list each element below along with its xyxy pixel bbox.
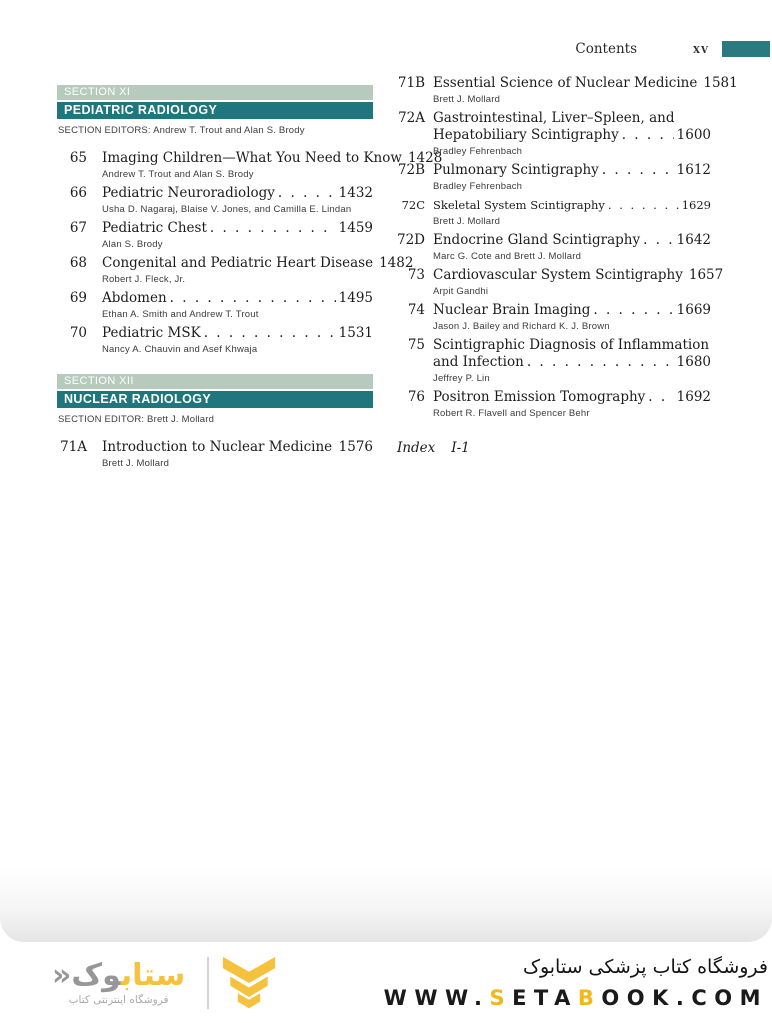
toc-entry-line bbox=[395, 127, 711, 144]
chapter-authors: Jeffrey P. Lin bbox=[433, 373, 490, 384]
toc-entry bbox=[57, 220, 373, 251]
toc-entry bbox=[57, 290, 373, 321]
toc-entry-line bbox=[395, 232, 711, 249]
dot-leader bbox=[602, 162, 674, 179]
toc-entry-line bbox=[57, 150, 443, 167]
chapter-title: Positron Emission Tomography bbox=[433, 389, 646, 405]
chapter-title: Scintigraphic Diagnosis of Inflammation bbox=[433, 337, 710, 353]
index-page: I-1 bbox=[451, 440, 470, 456]
toc-entry bbox=[395, 75, 738, 106]
chapter-page: 1657 bbox=[688, 267, 724, 283]
dot-leader bbox=[593, 302, 673, 319]
setabook-tagline: فروشگاه اینترنتی کتاب bbox=[68, 993, 169, 1006]
store-name-farsi: فروشگاه کتاب پزشکی ستابوک bbox=[522, 956, 768, 978]
chapter-authors: Bradley Fehrenbach bbox=[433, 146, 523, 157]
chapter-number: 72C bbox=[401, 198, 425, 212]
section-title-bar: NUCLEAR RADIOLOGY bbox=[57, 391, 373, 408]
chapter-authors: Andrew T. Trout and Alan S. Brody bbox=[102, 169, 254, 180]
toc-entry-line bbox=[57, 325, 373, 342]
chapter-number: 69 bbox=[69, 290, 87, 306]
toc-entry-line bbox=[395, 337, 711, 354]
chapter-title: Hepatobiliary Scintigraphy bbox=[433, 127, 619, 143]
chapter-number: 73 bbox=[407, 267, 425, 283]
section-label-bar: SECTION XI bbox=[57, 85, 373, 100]
chapter-title: Pediatric MSK bbox=[102, 325, 201, 341]
url-segment: OOK.COM bbox=[601, 986, 768, 1010]
dot-leader bbox=[643, 232, 674, 249]
chapter-title: Abdomen bbox=[102, 290, 167, 306]
chapter-title: Cardiovascular System Scintigraphy bbox=[433, 267, 683, 283]
dot-leader bbox=[210, 220, 336, 237]
chapter-authors: Bradley Fehrenbach bbox=[433, 181, 523, 192]
toc-entry bbox=[57, 325, 373, 356]
toc-entry-line bbox=[57, 220, 373, 237]
chapter-title: and Infection bbox=[433, 354, 524, 370]
chapter-page: 1432 bbox=[338, 185, 373, 201]
dot-leader bbox=[527, 354, 674, 371]
url-segment: B bbox=[577, 986, 602, 1010]
chapter-page: 1600 bbox=[676, 127, 711, 143]
wordmark-segment: « bbox=[52, 957, 72, 993]
chapter-title: Imaging Children—What You Need to Know bbox=[102, 150, 402, 166]
chapter-number: 76 bbox=[407, 389, 425, 405]
chapter-page: 1629 bbox=[681, 198, 711, 212]
index-entry bbox=[397, 440, 711, 456]
toc-entry bbox=[395, 197, 711, 228]
running-head bbox=[0, 41, 770, 57]
chapter-number: 68 bbox=[69, 255, 87, 271]
chapter-page: 1482 bbox=[379, 255, 414, 271]
chapter-page: 1642 bbox=[676, 232, 711, 248]
toc-entry-line bbox=[395, 162, 711, 179]
chapter-page: 1612 bbox=[676, 162, 711, 178]
chapter-authors: Brett J. Mollard bbox=[433, 94, 501, 105]
setabook-logo bbox=[52, 952, 277, 1014]
dot-leader bbox=[170, 290, 336, 307]
bookstore-footer bbox=[0, 942, 772, 1023]
chapter-number: 71A bbox=[60, 439, 87, 455]
chapter-authors: Nancy A. Chauvin and Asef Khwaja bbox=[102, 344, 258, 355]
toc-entry bbox=[57, 439, 373, 470]
chapter-authors: Robert J. Fleck, Jr. bbox=[102, 274, 186, 285]
chapter-page: 1581 bbox=[703, 75, 738, 91]
toc-entry-line bbox=[395, 267, 724, 284]
toc-entry-line bbox=[57, 255, 414, 272]
chapter-authors: Robert R. Flavell and Spencer Behr bbox=[433, 408, 590, 419]
chapter-page: 1680 bbox=[676, 354, 711, 370]
toc-entry bbox=[395, 162, 711, 193]
chapter-title: Pulmonary Scintigraphy bbox=[433, 162, 599, 178]
toc-entry bbox=[395, 389, 711, 420]
chapter-page: 1459 bbox=[338, 220, 373, 236]
chapter-page: 1692 bbox=[676, 389, 711, 405]
url-segment: S bbox=[489, 986, 513, 1010]
chapter-number bbox=[395, 127, 425, 144]
toc-entry-line bbox=[57, 290, 373, 307]
chapter-number: 70 bbox=[69, 325, 87, 341]
chapter-title: Pediatric Neuroradiology bbox=[102, 185, 275, 201]
chapter-number: 72D bbox=[396, 232, 425, 248]
dot-leader bbox=[608, 197, 679, 214]
dot-leader bbox=[278, 185, 336, 202]
chapter-number bbox=[395, 354, 425, 371]
toc-right-column bbox=[395, 75, 738, 456]
running-head-title: Contents bbox=[575, 41, 638, 57]
chapter-page: 1495 bbox=[338, 290, 373, 306]
toc-entry-line bbox=[395, 354, 711, 371]
teal-corner-bar bbox=[722, 41, 770, 57]
setabook-wordmark-text bbox=[52, 957, 186, 993]
chapter-authors: Ethan A. Smith and Andrew T. Trout bbox=[102, 309, 259, 320]
chapter-title: Skeletal System Scintigraphy bbox=[433, 198, 605, 212]
chapter-authors: Jason J. Bailey and Richard K. J. Brown bbox=[433, 321, 610, 332]
toc-entry-line bbox=[395, 110, 711, 127]
chapter-number: 72A bbox=[398, 110, 425, 126]
chapter-number: 67 bbox=[69, 220, 87, 236]
page-number-roman: xv bbox=[693, 41, 709, 57]
chapter-authors: Alan S. Brody bbox=[102, 239, 163, 250]
toc-entry bbox=[395, 302, 711, 333]
chapter-number: 71B bbox=[397, 75, 425, 91]
chapter-page: 1576 bbox=[338, 439, 373, 455]
chapter-title: Endocrine Gland Scintigraphy bbox=[433, 232, 641, 248]
url-segment: WWW. bbox=[383, 986, 490, 1010]
toc-entry bbox=[395, 337, 711, 385]
dot-leader bbox=[648, 389, 673, 406]
dot-leader bbox=[204, 325, 336, 342]
index-label: Index bbox=[397, 440, 436, 456]
store-url bbox=[384, 986, 768, 1010]
toc-entry bbox=[57, 255, 414, 286]
section-editors: SECTION EDITORS: Andrew T. Trout and Alan S. Brody bbox=[58, 125, 305, 136]
section-label-bar: SECTION XII bbox=[57, 374, 373, 389]
wordmark-segment: ستاب bbox=[120, 957, 186, 993]
toc-entry bbox=[395, 267, 724, 298]
logo-divider bbox=[207, 957, 209, 1009]
setabook-wordmark bbox=[52, 957, 186, 1006]
chapter-authors: Marc G. Cote and Brett J. Mollard bbox=[433, 251, 582, 262]
toc-entry bbox=[395, 232, 711, 263]
chapter-title: Gastrointestinal, Liver–Spleen, and bbox=[433, 110, 675, 126]
toc-entry-line bbox=[57, 439, 373, 456]
wordmark-segment: وک bbox=[71, 957, 121, 993]
chapter-authors: Usha D. Nagaraj, Blaise V. Jones, and Camilla E. Lindan bbox=[102, 204, 352, 215]
chapter-number: 74 bbox=[407, 302, 425, 318]
toc-entry-line bbox=[395, 389, 711, 406]
chapter-authors: Arpit Gandhi bbox=[433, 286, 489, 297]
chapter-authors: Brett J. Mollard bbox=[433, 216, 501, 227]
chevron-emblem-icon bbox=[221, 952, 277, 1014]
chapter-title: Pediatric Chest bbox=[102, 220, 207, 236]
chapter-title: Introduction to Nuclear Medicine bbox=[102, 439, 333, 455]
section-block bbox=[57, 374, 373, 470]
toc-entry bbox=[57, 185, 373, 216]
chapter-title: Congenital and Pediatric Heart Disease bbox=[102, 255, 374, 271]
chapter-number: 72B bbox=[397, 162, 425, 178]
toc-entry bbox=[395, 110, 711, 158]
footer-store-info bbox=[384, 955, 768, 1010]
toc-right-chapters bbox=[395, 75, 738, 420]
chapter-title: Nuclear Brain Imaging bbox=[433, 302, 591, 318]
toc-entry-line bbox=[395, 302, 711, 319]
chapter-page: 1669 bbox=[676, 302, 711, 318]
chapter-authors: Brett J. Mollard bbox=[102, 458, 170, 469]
chapter-page: 1531 bbox=[338, 325, 373, 341]
chapter-number: 65 bbox=[69, 150, 87, 166]
chapter-number: 66 bbox=[69, 185, 87, 201]
chapter-number: 75 bbox=[407, 337, 425, 353]
chapter-title: Essential Science of Nuclear Medicine bbox=[433, 75, 698, 91]
toc-entry-line bbox=[395, 75, 738, 92]
section-editors: SECTION EDITOR: Brett J. Mollard bbox=[58, 414, 215, 425]
dot-leader bbox=[622, 127, 674, 144]
toc-entry-line bbox=[395, 197, 711, 214]
url-segment: ETA bbox=[512, 986, 578, 1010]
chapter-page: 1428 bbox=[407, 150, 443, 166]
toc-entry-line bbox=[57, 185, 373, 202]
section-title-bar: PEDIATRIC RADIOLOGY bbox=[57, 102, 373, 119]
dot-leader bbox=[335, 439, 336, 456]
page-bottom-shadow bbox=[0, 867, 772, 942]
